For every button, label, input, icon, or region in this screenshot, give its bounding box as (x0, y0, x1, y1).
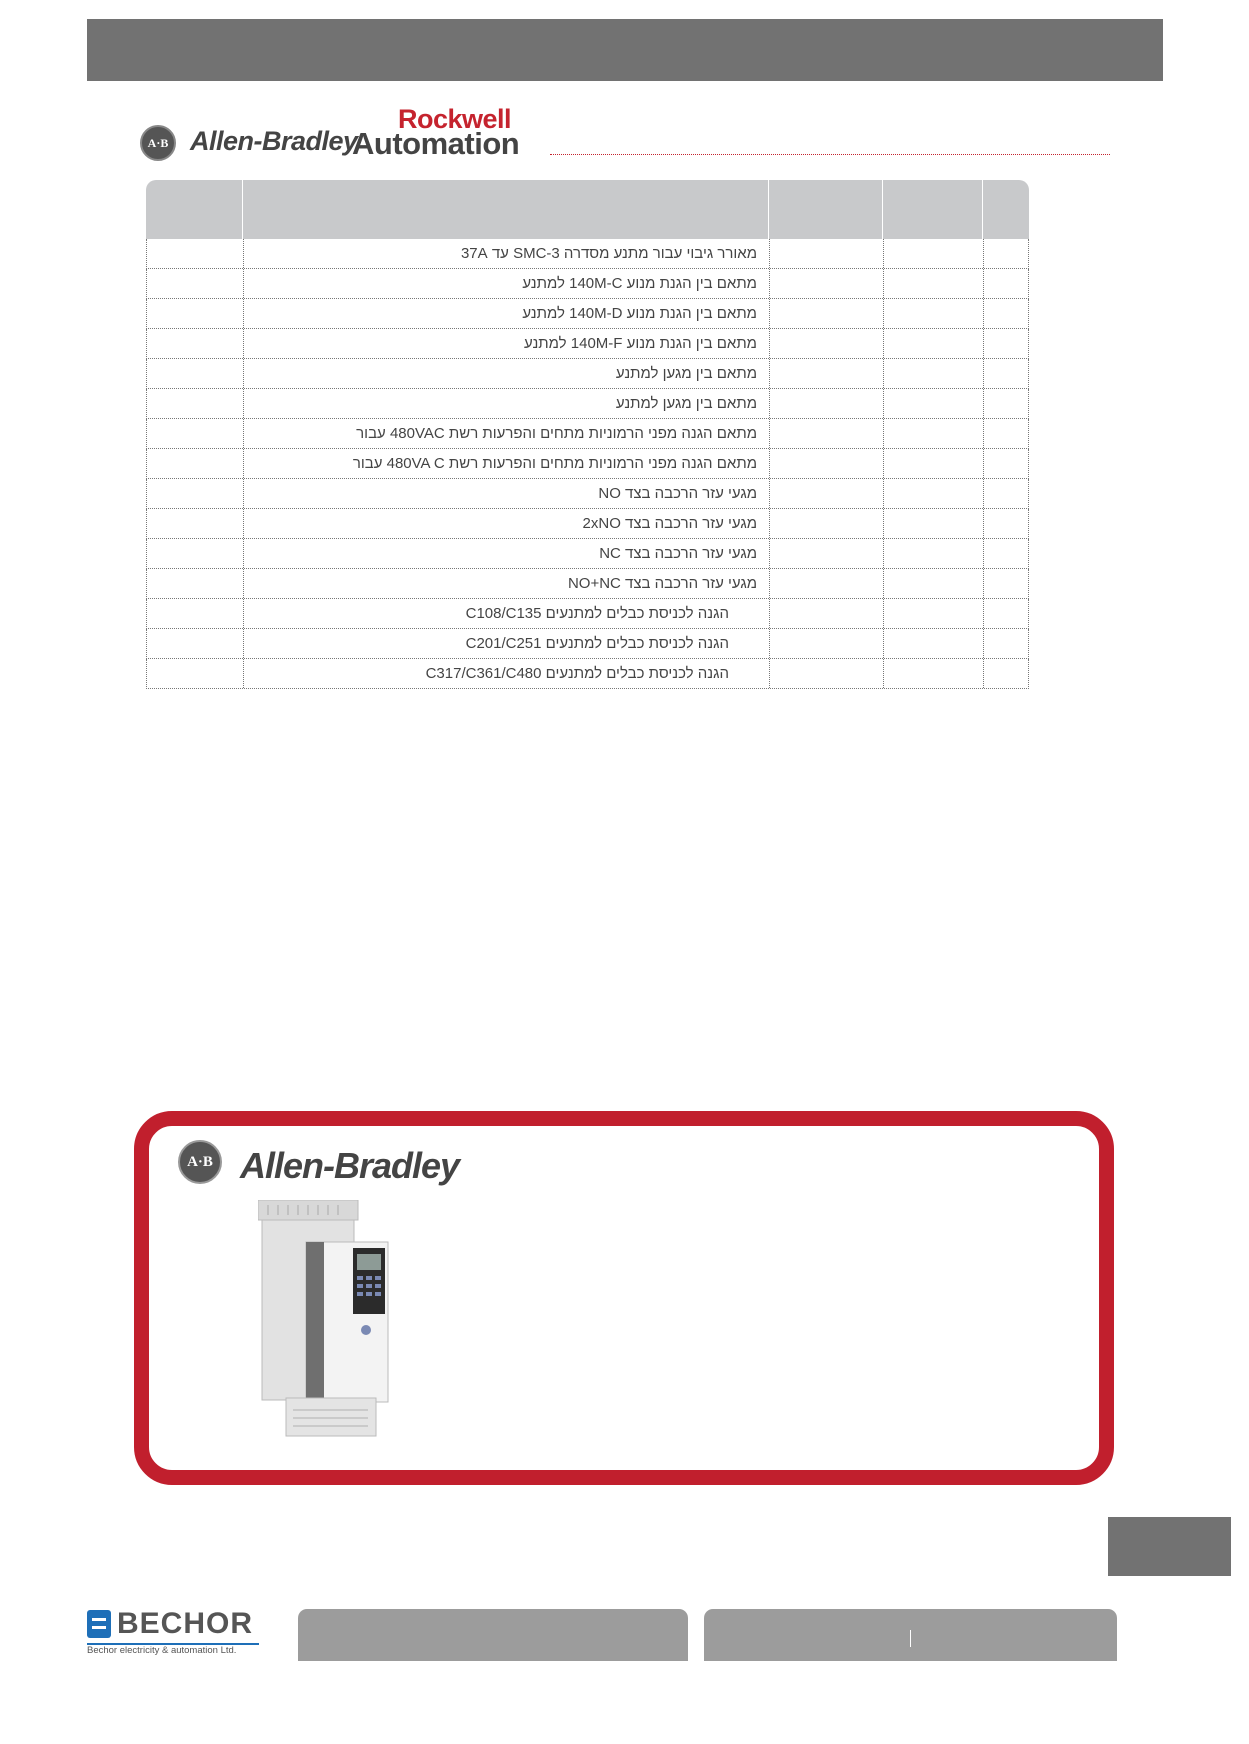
table-row (146, 389, 1029, 419)
row-description: מאורר גיבוי עבור מתנע מסדרה SMC-3 עד 37A (460, 245, 757, 262)
page-number-tab (1108, 1517, 1231, 1576)
row-description: הגנה לכניסת כבלים למתנעים C201/C251 (465, 635, 729, 652)
brand-header (140, 100, 1110, 160)
table-row (146, 269, 1029, 299)
table-row (146, 359, 1029, 389)
row-description: מתאם הגנה מפני הרמוניות מתחים והפרעות רשת 480VAC עבור (356, 425, 757, 442)
row-description: מגעי עזר הרכבה בצד NO (598, 485, 757, 502)
row-description: מתאם בין הגנת מנוע 140M-D למתנע (522, 305, 757, 322)
table-body (146, 239, 1029, 689)
bechor-b-icon (87, 1610, 111, 1638)
top-header-bar (87, 19, 1163, 81)
table-row (146, 449, 1029, 479)
row-description: מתאם בין הגנת מנוע 140M-F למתנע (524, 335, 757, 352)
allen-bradley-logo-text: Allen-Bradley (190, 126, 358, 156)
row-description: מתאם בין מגען למתנע (615, 395, 757, 412)
table-row (146, 419, 1029, 449)
table-row (146, 479, 1029, 509)
row-description: הגנה לכניסת כבלים למתנעים C317/C361/C480 (425, 665, 729, 682)
footer-bar-left (298, 1609, 688, 1661)
allen-bradley-logo-text-large: Allen-Bradley (240, 1145, 460, 1186)
bechor-logo (87, 1607, 262, 1657)
table-row (146, 569, 1029, 599)
table-row (146, 599, 1029, 629)
footer-separator (910, 1630, 911, 1647)
dotted-divider (550, 154, 1110, 155)
row-description: מתאם בין מגען למתנע (615, 365, 757, 382)
soft-starter-product-image (258, 1200, 398, 1438)
bechor-tagline: Bechor electricity & automation Ltd. (87, 1645, 237, 1656)
accessories-table (146, 180, 1029, 689)
table-row (146, 239, 1029, 269)
ab-logo-icon: A·B (140, 125, 176, 161)
table-row (146, 299, 1029, 329)
automation-logo-text: Automation (352, 126, 520, 161)
row-description: מתאם הגנה מפני הרמוניות מתחים והפרעות רשת 480VA C עבור (352, 455, 757, 472)
row-description: מגעי עזר הרכבה בצד 2xNO (582, 515, 757, 532)
table-row (146, 329, 1029, 359)
row-description: מגעי עזר הרכבה בצד NO+NC (567, 575, 757, 592)
row-description: הגנה לכניסת כבלים למתנעים C108/C135 (465, 605, 729, 622)
ab-logo-icon-large: A·B (178, 1140, 222, 1184)
bechor-name: BECHOR (117, 1607, 254, 1640)
rockwell-logo-text: Rockwell (398, 104, 512, 134)
table-row (146, 509, 1029, 539)
row-description: מתאם בין הגנת מנוע 140M-C למתנע (522, 275, 757, 292)
table-header (146, 180, 1029, 239)
table-row (146, 629, 1029, 659)
row-description: מגעי עזר הרכבה בצד NC (599, 545, 757, 562)
table-row (146, 539, 1029, 569)
table-row (146, 659, 1029, 689)
